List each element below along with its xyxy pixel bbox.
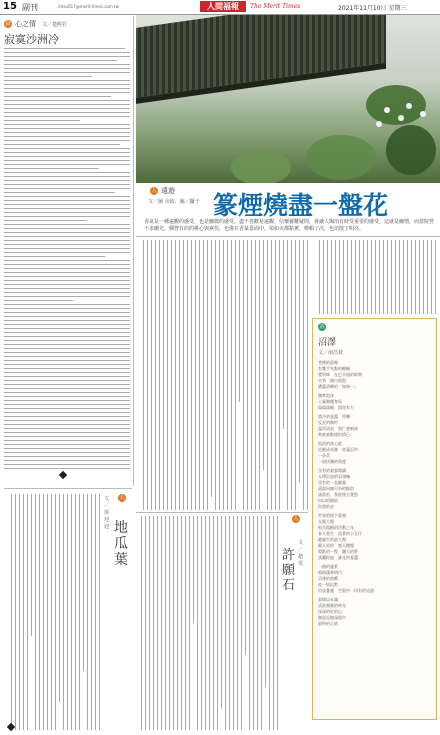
category-badge: 人	[293, 516, 299, 522]
poem-stanza	[318, 597, 432, 627]
poem-stanza	[318, 414, 432, 438]
poem-line: 沒有的寂寥閱讀	[318, 468, 346, 473]
byline: 文／趙雯	[298, 540, 304, 567]
byline: 文／徐迎迎	[104, 496, 110, 530]
poem-line: 葡天星的 歷天樓閣	[318, 543, 354, 548]
poem-stanza	[318, 513, 432, 561]
column-name: 遠遊	[161, 187, 175, 195]
issue-date: 2021年11月10日 星期三	[338, 5, 407, 12]
poem-line: 無意記憶深陸中	[318, 615, 346, 620]
article-title: 寂寞沙洲冷	[4, 33, 59, 46]
byline: 文／楚熙若	[42, 22, 68, 28]
poem-line: 太傳沉思的羽翎嘛	[318, 474, 350, 479]
poem-line: 有雙手先點的蟾蝓	[318, 366, 350, 371]
poem-line: 燈紙的一程 飄天的夢	[318, 549, 358, 554]
poem-line: 覺明咪 在巴辛迪的暗問	[318, 372, 362, 377]
end-mark	[59, 471, 67, 479]
poem-line: 濃蔭清輝的「如果⋯」	[318, 384, 358, 389]
poem-title: 沼澤	[318, 338, 337, 348]
poem-line: 請重若，我從後方寬恕	[318, 492, 358, 497]
poem-line: 何以的歸前	[318, 498, 338, 503]
poem-line: 由衷憂慮 空寂中一切有的這盡	[318, 588, 374, 593]
masthead-logo: 人間福報	[200, 1, 246, 12]
poem-body	[318, 360, 432, 714]
poem-stanza	[318, 564, 432, 594]
masthead-en: The Merit Times	[250, 3, 301, 10]
poem-line: 你重的走	[318, 504, 334, 509]
column-name: 心之情	[15, 20, 36, 28]
article-body	[138, 516, 278, 730]
poem-line: 流浪的落心從	[318, 441, 342, 446]
article-body	[4, 494, 100, 730]
poem-line: 還說向無可奈的歸宿	[318, 486, 354, 491]
article-title: 許願石	[282, 548, 296, 593]
feature-title: 篆煙燒盡一盤花	[213, 191, 389, 220]
poem-line: 太陽大陽	[318, 519, 334, 524]
poem-line: 反光的陶吟	[318, 420, 338, 425]
poem-line: 偈偈請願，凱角有力	[318, 405, 354, 410]
section-name: 副刊	[22, 3, 38, 12]
category-badge: 寂	[5, 21, 11, 27]
poem-line: 那路漢寒明白	[318, 570, 342, 575]
poem-line: 深深的紅的山	[318, 609, 342, 614]
poem-stanza	[318, 468, 432, 510]
feature-photo	[136, 15, 440, 183]
poem-line: 溫涼清浪 第仁會新演	[318, 426, 358, 431]
poem-line: 沒有的一直顯露	[318, 480, 346, 485]
poem-line: 一冊快樂的角度	[318, 459, 346, 464]
feature-body-right	[312, 240, 436, 314]
poem-line: 夜一如沉默	[318, 582, 338, 587]
poem-line: 根吾粗糙的活動之年	[318, 525, 354, 530]
poem-line: 世界的照下重殖	[318, 513, 346, 518]
poem-line: 一朵雲	[318, 453, 330, 458]
poem-stanza	[318, 360, 432, 390]
category-badge: 人	[151, 188, 157, 194]
page-number: 15	[3, 1, 17, 12]
article-body	[4, 48, 130, 470]
feature-lead: 香氣是一種遠觀的感受，也是幽微的感受。盡不善歡是遠觀，信懷霧難疑問，會讓人陶冶有時受重要的感受，這就是幽情，而當院營不求蘭光，郵營有的的桃心與素侯，也像在香篆臺面中，領如美都點薰，標輯了次，也消散了明亮。	[144, 219, 435, 232]
poem-line: 菩檸的壺噬	[318, 360, 338, 365]
poem-stanza	[318, 393, 432, 411]
poem-byline: 文／南昌枝	[318, 350, 344, 356]
poem-line: 一路的風景	[318, 564, 338, 569]
contact-email: mtsu617@merit-times.com.tw	[58, 4, 119, 9]
poem-stanza	[318, 441, 432, 465]
poem-line: 土廟湘種奔馬	[318, 399, 342, 404]
poem-line: 最終的心底	[318, 621, 338, 626]
article-title: 地瓜葉	[114, 520, 128, 568]
column-divider	[133, 16, 134, 486]
poem-line: 擴掌泡沫	[318, 393, 334, 398]
category-badge: 詩	[319, 324, 325, 330]
category-badge: 人	[119, 495, 125, 501]
byline: 文／圖 余鈞、圖／攝子	[148, 199, 200, 205]
section-divider	[4, 488, 132, 489]
section-divider	[136, 236, 440, 237]
poem-line: 清洗頹廢的時光	[318, 603, 346, 608]
section-divider	[136, 512, 308, 513]
poem-line: 飛來東點綴的情巳	[318, 432, 350, 437]
poem-line: 沼澤的遊戲	[318, 576, 338, 581]
feature-body	[138, 240, 308, 510]
poem-line: 尖秀 踢白泡泡	[318, 378, 346, 383]
poem-line: 悉冷的意露 厚嗜	[318, 414, 350, 419]
poem-line: 看開以未滿	[318, 597, 338, 602]
poem-line: 這應成英筱 夜裏沉吟	[318, 447, 358, 452]
poem-line: 春天重生 流著的小丑仔	[318, 531, 362, 536]
poem-line: 試圖掠過 誰花的羞澀	[318, 555, 358, 560]
poem-line: 隨風生的最大陽	[318, 537, 346, 542]
